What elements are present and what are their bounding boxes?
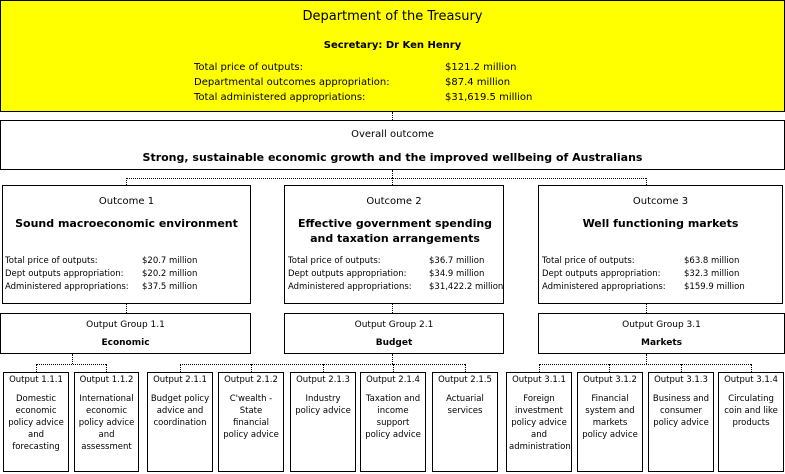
connector-line bbox=[323, 364, 324, 372]
output-group-name: Markets bbox=[641, 338, 682, 348]
output-group-name: Economic bbox=[101, 338, 150, 348]
connector-line bbox=[539, 364, 540, 372]
output-label: Output 3.1.3 bbox=[654, 375, 708, 385]
output-group-label: Output Group 1.1 bbox=[86, 320, 165, 330]
output-label: Output 2.1.4 bbox=[366, 375, 420, 385]
connector-line bbox=[36, 364, 37, 372]
financial-value: $20.7 million bbox=[142, 256, 198, 266]
financial-label: Total price of outputs: bbox=[5, 256, 98, 266]
output-group-label: Output Group 2.1 bbox=[354, 320, 434, 330]
overall-outcome-box bbox=[0, 120, 785, 170]
financial-label: Administered appropriations: bbox=[288, 282, 412, 292]
output-label: Output 2.1.1 bbox=[153, 375, 207, 385]
outcome-label: Outcome 2 bbox=[366, 196, 422, 207]
output-description: Circulating coin and like products bbox=[724, 394, 778, 428]
output-description: International economic policy advice and assessment bbox=[78, 394, 135, 452]
financial-label: Dept outputs appropriation: bbox=[5, 269, 124, 279]
connector-line bbox=[609, 364, 610, 372]
financial-label: Total price of outputs: bbox=[194, 62, 303, 73]
connector-line bbox=[392, 112, 393, 120]
financial-label: Dept outputs appropriation: bbox=[288, 269, 407, 279]
output-box bbox=[147, 372, 213, 472]
output-box bbox=[718, 372, 784, 472]
connector-line bbox=[180, 364, 181, 372]
financial-value: $37.5 million bbox=[142, 282, 198, 292]
connector-line bbox=[392, 170, 393, 178]
financial-label: Dept outputs appropriation: bbox=[542, 269, 661, 279]
connector-line bbox=[126, 178, 127, 185]
department-title: Department of the Treasury bbox=[302, 9, 483, 24]
financial-value: $20.2 million bbox=[142, 269, 198, 279]
output-description: Actuarial services bbox=[446, 394, 484, 416]
output-description: Business and consumer policy advice bbox=[652, 394, 710, 428]
financial-value: $32.3 million bbox=[684, 269, 740, 279]
connector-line bbox=[539, 364, 751, 365]
output-box bbox=[577, 372, 643, 472]
output-box bbox=[432, 372, 498, 472]
output-description: Industry policy advice bbox=[295, 394, 351, 416]
financial-value: $159.9 million bbox=[684, 282, 745, 292]
overall-outcome-label: Overall outcome bbox=[351, 129, 434, 140]
output-description: Taxation and income support policy advice bbox=[365, 394, 421, 440]
output-description: Budget policy advice and coordination bbox=[150, 394, 210, 428]
output-description: Domestic economic policy advice and forecasting bbox=[8, 394, 64, 452]
connector-line bbox=[126, 178, 646, 179]
output-group-2-box bbox=[284, 313, 504, 354]
connector-line bbox=[72, 354, 73, 364]
outcome-title: Well functioning markets bbox=[582, 217, 739, 230]
overall-outcome-statement: Strong, sustainable economic growth and the improved wellbeing of Australians bbox=[142, 151, 643, 164]
output-group-3-box bbox=[538, 313, 785, 354]
outcome-label: Outcome 3 bbox=[632, 196, 689, 207]
financial-label: Total administered appropriations: bbox=[194, 92, 366, 103]
connector-line bbox=[392, 304, 393, 313]
output-label: Output 3.1.1 bbox=[512, 375, 566, 385]
connector-line bbox=[36, 364, 106, 365]
output-box bbox=[360, 372, 426, 472]
financial-value: $31,422.2 million bbox=[429, 282, 504, 292]
output-description: C'wealth - State financial policy advice bbox=[223, 394, 279, 440]
financial-value: $87.4 million bbox=[445, 77, 511, 88]
outcome-title: Sound macroeconomic environment bbox=[15, 217, 238, 230]
financial-value: $34.9 million bbox=[429, 269, 485, 279]
output-box bbox=[290, 372, 356, 472]
output-group-label: Output Group 3.1 bbox=[622, 320, 701, 330]
output-group-name: Budget bbox=[375, 338, 413, 348]
secretary-label: Secretary: Dr Ken Henry bbox=[323, 40, 462, 51]
connector-line bbox=[251, 364, 252, 372]
financial-label: Total price of outputs: bbox=[542, 256, 635, 266]
output-label: Output 3.1.4 bbox=[724, 375, 778, 385]
connector-line bbox=[646, 304, 647, 313]
financial-value: $31,619.5 million bbox=[445, 92, 533, 103]
output-box bbox=[3, 372, 69, 472]
output-label: Output 1.1.1 bbox=[9, 375, 63, 385]
financial-label: Departmental outcomes appropriation: bbox=[194, 77, 390, 88]
output-box bbox=[74, 372, 139, 472]
financial-value: $121.2 million bbox=[445, 62, 517, 73]
connector-line bbox=[646, 178, 647, 185]
financial-label: Administered appropriations: bbox=[542, 282, 666, 292]
connector-line bbox=[751, 364, 752, 372]
output-description: Foreign investment policy advice and administration bbox=[509, 394, 571, 452]
financial-value: $63.8 million bbox=[684, 256, 740, 266]
outcome-label: Outcome 1 bbox=[98, 196, 155, 207]
output-box bbox=[648, 372, 714, 472]
output-label: Output 2.1.2 bbox=[224, 375, 278, 385]
output-label: Output 3.1.2 bbox=[583, 375, 637, 385]
outcome-1-box bbox=[2, 185, 251, 304]
outcome-title: Effective government spending and taxation arrangements bbox=[297, 217, 493, 245]
connector-line bbox=[126, 304, 127, 313]
financial-value: $36.7 million bbox=[429, 256, 485, 266]
financial-label: Administered appropriations: bbox=[5, 282, 129, 292]
connector-line bbox=[646, 354, 647, 364]
connector-line bbox=[392, 178, 393, 185]
department-header bbox=[0, 0, 785, 112]
connector-line bbox=[392, 354, 393, 364]
output-label: Output 2.1.5 bbox=[438, 375, 492, 385]
output-box bbox=[218, 372, 284, 472]
connector-line bbox=[106, 364, 107, 372]
output-box bbox=[506, 372, 572, 472]
outcome-3-box bbox=[538, 185, 783, 304]
output-label: Output 2.1.3 bbox=[296, 375, 350, 385]
output-label: Output 1.1.2 bbox=[79, 375, 134, 385]
output-description: Financial system and markets policy advice bbox=[582, 394, 638, 440]
output-group-1-box bbox=[0, 313, 251, 354]
connector-line bbox=[681, 364, 682, 372]
connector-line bbox=[393, 364, 394, 372]
financial-label: Total price of outputs: bbox=[288, 256, 381, 266]
connector-line bbox=[465, 364, 466, 372]
outcome-2-box bbox=[284, 185, 504, 304]
